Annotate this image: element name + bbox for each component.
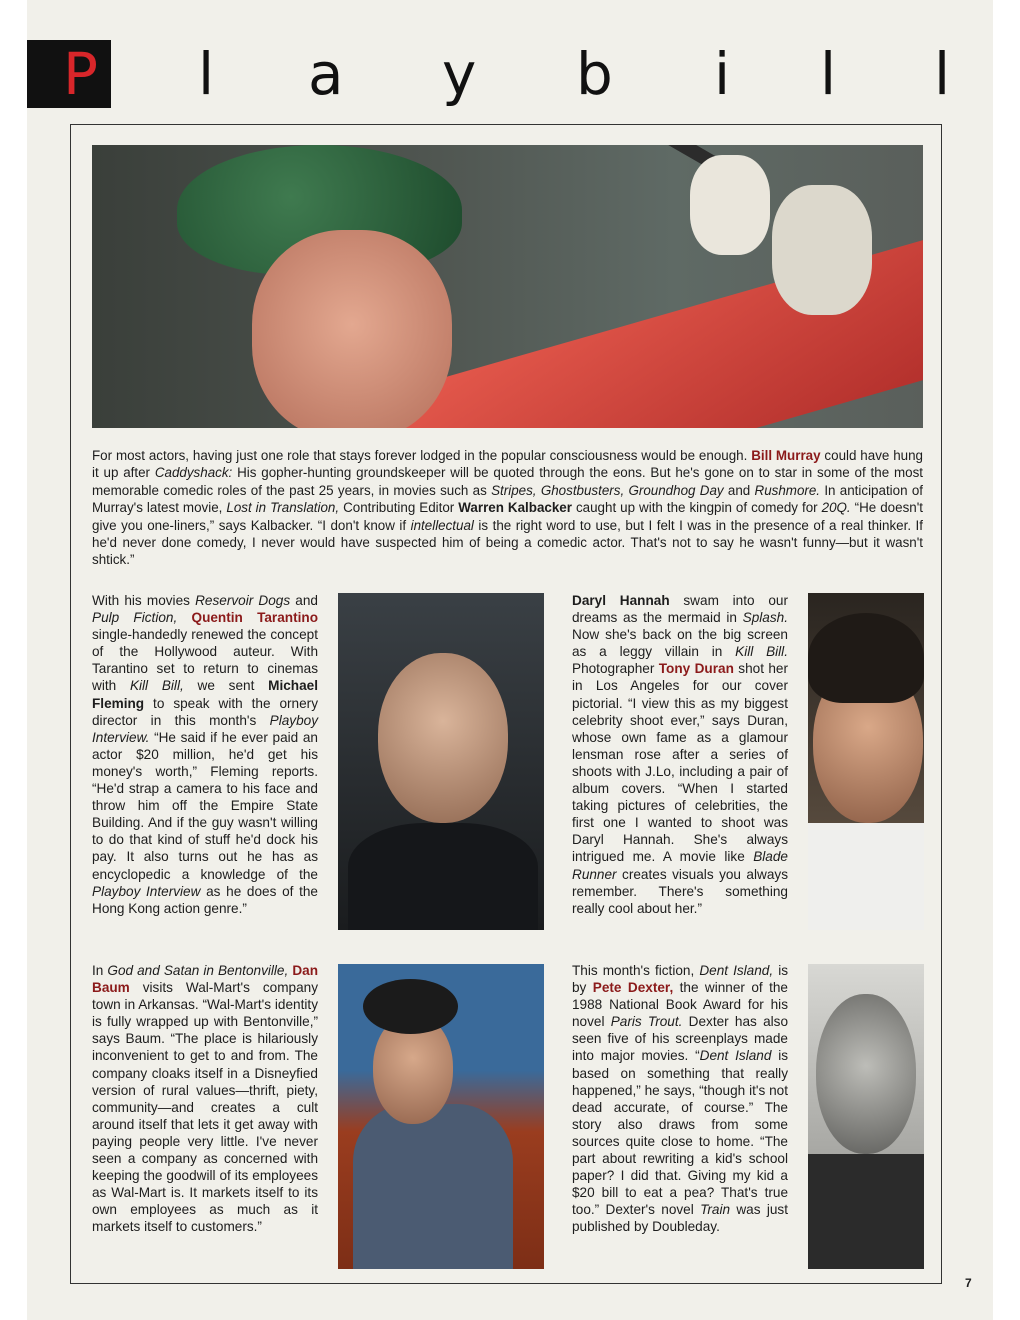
hero-glove-shape-2	[772, 185, 872, 315]
photo-head-shape	[378, 653, 508, 823]
quentin-tarantino-photo	[338, 593, 544, 930]
dexter-text-run: is based on something that really happened,” he says, “though it's not dead accurate, of course.” The story also draws from some sources quite close to home. “The part about rewriting a kid's school paper? I did that. Giving my kid a $20 bill to eat a pea? That's true too.” Dexter's novel	[572, 1048, 789, 1218]
masthead-letter-p: P	[63, 40, 98, 108]
baum-text-run: God and Satan in Bentonville,	[107, 963, 289, 978]
dexter-text-run: Train	[700, 1202, 731, 1218]
tarantino-text-run: “He said if he ever paid an actor $20 million, he'd get his money's worth,” Fleming reports. “He'd strap a camera to his face and throw him off the Empire State Building. And if the guy wasn't willing to do that kind of stuff he'd dock his pay. It also turns out he has as encyclopedic a knowledge of the	[92, 729, 318, 882]
masthead-letter-l3: l	[934, 40, 951, 108]
hannah-text-run: Blade Runner	[572, 849, 788, 882]
masthead-letter-b: b	[576, 40, 613, 108]
intro-text-run: In anticipation of Murray's latest movie,	[92, 482, 923, 516]
intro-text-run: For most actors, having just one role that stays forever lodged in the popular consciousness would be enough.	[92, 448, 752, 463]
tarantino-text-run: Kill Bill,	[129, 678, 184, 694]
photo-body-shape	[353, 1104, 513, 1269]
tony-duran-photo	[808, 593, 924, 930]
intro-text-run: Caddyshack:	[154, 465, 233, 481]
intro-text-run: Lost in Translation,	[226, 500, 340, 516]
tarantino-paragraph	[92, 592, 318, 917]
hannah-text-run: Tony Duran	[658, 661, 734, 677]
intro-text-run: caught up with the kingpin of comedy for	[571, 500, 822, 516]
dexter-text-run: Dent Island,	[699, 963, 774, 978]
intro-text-run: 20Q.	[821, 500, 851, 516]
dexter-text-run: This month's fiction,	[572, 963, 700, 978]
masthead-letter-l2: l	[820, 40, 837, 108]
intro-text-run: His gopher-hunting groundskeeper will be quoted through the eons. But he's gone on to star in some of the most memorable comedic roles of the past 25 years, in movies such as	[92, 465, 923, 498]
photo-head-shape	[816, 994, 916, 1154]
dexter-text-run: Dent Island	[699, 1048, 772, 1064]
photo-hair-shape	[808, 613, 924, 703]
dan-baum-photo	[338, 964, 544, 1269]
pete-dexter-photo	[808, 964, 924, 1269]
baum-paragraph	[92, 962, 318, 1236]
hannah-paragraph	[572, 592, 788, 917]
page-number: 7	[965, 1276, 972, 1290]
baum-text-run: In	[92, 963, 108, 978]
photo-body-shape	[808, 1154, 924, 1269]
tarantino-text-run: Reservoir Dogs	[195, 593, 291, 608]
intro-text-run: Rushmore.	[754, 482, 821, 498]
masthead-letter-y: y	[442, 40, 477, 108]
hannah-text-run: shot her in Los Angeles for our cover pictorial. “I view this as my biggest celebrity shoot ever,” says Duran, whose own fame as a glamour lensman rose after a series of shoots with J.Lo, including a pair of album covers. “When I started taking pictures of celebrities, the first one I wanted to shoot was Daryl Hannah. She's always intrigued me. A movie like	[572, 661, 788, 865]
tarantino-text-run: Pulp Fiction,	[92, 610, 178, 626]
dexter-text-run: was just published by Doubleday.	[572, 1202, 788, 1235]
dexter-text-run: Dexter has also seen five of his screenplays made into major movies. “	[572, 1014, 789, 1064]
intro-text-run: intellectual	[410, 517, 474, 533]
intro-text-run: Contributing Editor	[339, 500, 459, 516]
hero-glove-shape	[690, 155, 770, 255]
tarantino-text-run: we sent	[183, 678, 269, 694]
hannah-text-run: Photographer	[572, 661, 659, 677]
hero-face-shape	[252, 230, 452, 428]
hannah-text-run: Now she's back on the big screen as a leggy villain in	[572, 627, 788, 660]
tarantino-text-run	[177, 610, 191, 625]
tarantino-text-run: Quentin Tarantino	[191, 610, 318, 626]
intro-text-run: is the right word to use, but I felt I was in the presence of a real thinker. If he'd never done comedy, I never would have suspected him of being a comedic actor. That's not to say he wasn't funny—but it wasn't shtick.”	[92, 517, 924, 568]
intro-text-run: could have hung it up after	[92, 448, 924, 481]
tarantino-text-run: With his movies	[92, 593, 196, 608]
dexter-paragraph	[572, 962, 788, 1236]
masthead-letter-i: i	[714, 40, 731, 108]
intro-text-run: Bill Murray	[751, 448, 821, 463]
tarantino-text-run: Playboy Interview	[92, 883, 201, 899]
baum-text-run: Dan Baum	[92, 963, 318, 996]
dexter-text-run: Pete Dexter,	[592, 980, 674, 996]
photo-beret-shape	[363, 979, 458, 1034]
tarantino-text-run: to speak with the ornery director in this month's	[92, 695, 318, 728]
hannah-text-run: Daryl Hannah	[572, 593, 670, 608]
tarantino-text-run: Playboy Interview.	[92, 712, 318, 745]
dexter-text-run: Paris Trout.	[610, 1014, 683, 1030]
hannah-text-run: Kill Bill.	[735, 644, 788, 660]
masthead-letter-l: l	[198, 40, 215, 108]
tarantino-text-run: as he does of the Hong Kong action genre.”	[92, 883, 318, 916]
intro-text-run: “He doesn't give you one-liners,” says Kalbacker. “I don't know if	[92, 500, 923, 533]
intro-text-run: and	[723, 482, 755, 498]
hannah-text-run: creates visuals you always remember. There's something really cool about her.”	[572, 866, 788, 916]
dexter-text-run: the winner of the 1988 National Book Award for his novel	[572, 980, 788, 1030]
tarantino-text-run: and	[290, 593, 318, 608]
intro-text-run: Stripes, Ghostbusters, Groundhog Day	[491, 482, 724, 498]
intro-paragraph	[92, 447, 923, 569]
hannah-text-run: swam into our dreams as the mermaid in	[572, 593, 788, 626]
masthead-letter-a: a	[308, 40, 344, 108]
photo-body-shape	[348, 823, 538, 930]
bill-murray-photo	[92, 145, 923, 428]
hannah-text-run: Splash.	[742, 610, 788, 626]
intro-text-run: Warren Kalbacker	[458, 500, 572, 516]
tarantino-text-run: single-handedly renewed the concept of the Hollywood auteur. With Tarantino set to return to cinemas with	[92, 627, 318, 694]
baum-text-run: visits Wal-Mart's company town in Arkansas. “Wal-Mart's identity is fully wrapped up with Bentonville,” says Baum. “The place is hilariously inconvenient to get to and from. The company cloaks itself in a Disneyfied version of rural values—thrift, piety, community—and creates a cult around itself that lets it get away with paying people very little. I've never seen a company as concerned with keeping the goodwill of its employees as Wal-Mart is. It markets itself to its own employees as much as it markets itself to customers.”	[92, 980, 318, 1235]
tarantino-text-run: Michael Fleming	[92, 678, 319, 711]
photo-body-shape	[808, 823, 924, 930]
dexter-text-run: is by	[572, 963, 789, 996]
